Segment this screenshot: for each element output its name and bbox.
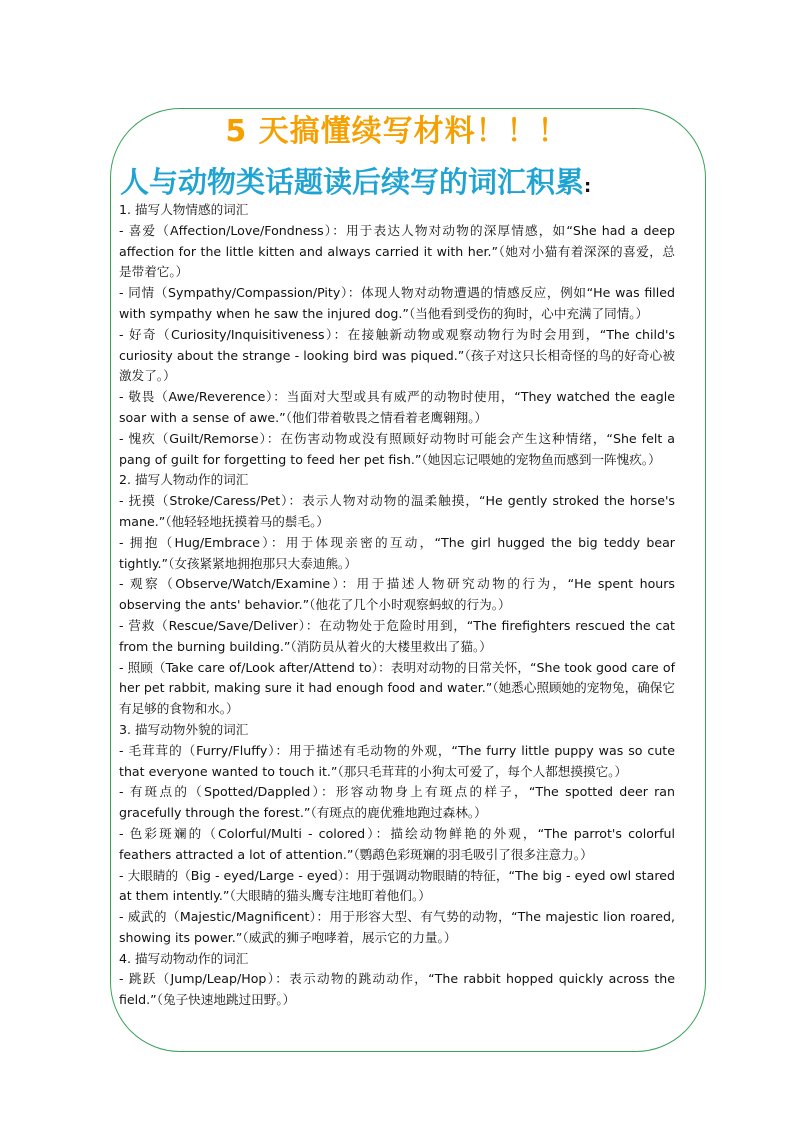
vocab-item: - 观察（Observe/Watch/Examine）：用于描述人物研究动物的行为，“He spent hours observing the ants' behavior.”（他花了几个小时观察蚂蚁的行为。） bbox=[119, 576, 675, 613]
vocab-item: - 照顾（Take care of/Look after/Attend to）：表明对动物的日常关怀，“She took good care of her pet rabbit, making sure it had enough food and water.”（她悉心照顾她的宠物兔，确保它有足够的食物和水。） bbox=[119, 659, 675, 717]
vocab-item: - 抚摸（Stroke/Caress/Pet）：表示人物对动物的温柔触摸，“He gently stroked the horse's mane.”（他轻轻地抚摸着马的鬃毛。） bbox=[119, 493, 675, 529]
section-heading: 2. 描写人物动作的词汇 bbox=[119, 472, 249, 488]
vocab-item: - 有斑点的（Spotted/Dappled）：形容动物身上有斑点的样子，“The spotted deer ran gracefully through the forest.”（有斑点的鹿优雅地跑过森林。） bbox=[119, 784, 675, 821]
vocab-item: - 喜爱（Affection/Love/Fondness）：用于表达人物对动物的深厚情感，如“She had a deep affection for the little kitten and always carried it with her.”（她对小猫有着深深的喜爱，总是带着它。） bbox=[119, 222, 675, 280]
section-heading: 3. 描写动物外貌的词汇 bbox=[119, 721, 249, 737]
vocab-item: - 大眼睛的（Big - eyed/Large - eyed）：用于强调动物眼睛的特征，“The big - eyed owl stared at them intently.”（大眼睛的猫头鹰专注地盯着他们。） bbox=[119, 867, 675, 904]
vocab-item: - 好奇（Curiosity/Inquisitiveness）：在接触新动物或观察动物行为时会用到，“The child's curiosity about the strange - looking bird was piqued.”（孩子对这只长相奇怪的鸟的好奇心被激发了。） bbox=[119, 326, 675, 384]
vocab-item: - 毛茸茸的（Furry/Fluffy）：用于描述有毛动物的外观，“The furry little puppy was so cute that everyone wanted to touch it.”（那只毛茸茸的小狗太可爱了，每个人都想摸摸它。） bbox=[119, 742, 675, 779]
vocab-item: - 营救（Rescue/Save/Deliver）：在动物处于危险时用到，“The firefighters rescued the cat from the burning building.”（消防员从着火的大楼里救出了猫。） bbox=[119, 617, 675, 654]
sub-title-colon: : bbox=[584, 176, 592, 197]
vocab-item: - 拥抱（Hug/Embrace）：用于体现亲密的互动，“The girl hugged the big teddy bear tightly.”（女孩紧紧地拥抱那只大泰迪熊。） bbox=[119, 534, 675, 571]
vocabulary-content bbox=[119, 200, 675, 1011]
vocab-item: - 愧疚（Guilt/Remorse）：在伤害动物或没有照顾好动物时可能会产生这种情绪，“She felt a pang of guilt for forgetting to feed her pet fish.”（她因忘记喂她的宠物鱼而感到一阵愧疚。） bbox=[119, 430, 675, 467]
vocab-item: - 同情（Sympathy/Compassion/Pity）：体现人物对动物遭遇的情感反应，例如“He was filled with sympathy when he saw the injured dog.”（当他看到受伤的狗时，心中充满了同情。） bbox=[119, 285, 675, 321]
vocab-item: - 威武的（Majestic/Magnificent）：用于形容大型、有气势的动物，“The majestic lion roared, showing its power.”（威武的狮子咆哮着，展示它的力量。） bbox=[119, 909, 675, 945]
sub-title-text: 人与动物类话题读后续写的词汇积累 bbox=[120, 165, 585, 199]
vocab-item: - 跳跃（Jump/Leap/Hop）：表示动物的跳动动作，“The rabbit hopped quickly across the field.”（兔子快速地跳过田野。） bbox=[119, 971, 675, 1008]
section-heading: 4. 描写动物动作的词汇 bbox=[119, 950, 249, 966]
section-heading: 1. 描写人物情感的词汇 bbox=[119, 202, 249, 217]
vocab-item: - 色彩斑斓的（Colorful/Multi - colored）：描绘动物鲜艳的外观，“The parrot's colorful feathers attracted a lot of attention.”（鹦鹉色彩斑斓的羽毛吸引了很多注意力。） bbox=[119, 825, 675, 862]
section-main-heading bbox=[120, 160, 591, 201]
page-title: 5 天搞懂续写材料！！！ bbox=[225, 114, 569, 149]
vocab-item: - 敬畏（Awe/Reverence）：当面对大型或具有威严的动物时使用，“They watched the eagle soar with a sense of awe.”（他们带着敬畏之情看着老鹰翱翔。） bbox=[119, 389, 675, 425]
